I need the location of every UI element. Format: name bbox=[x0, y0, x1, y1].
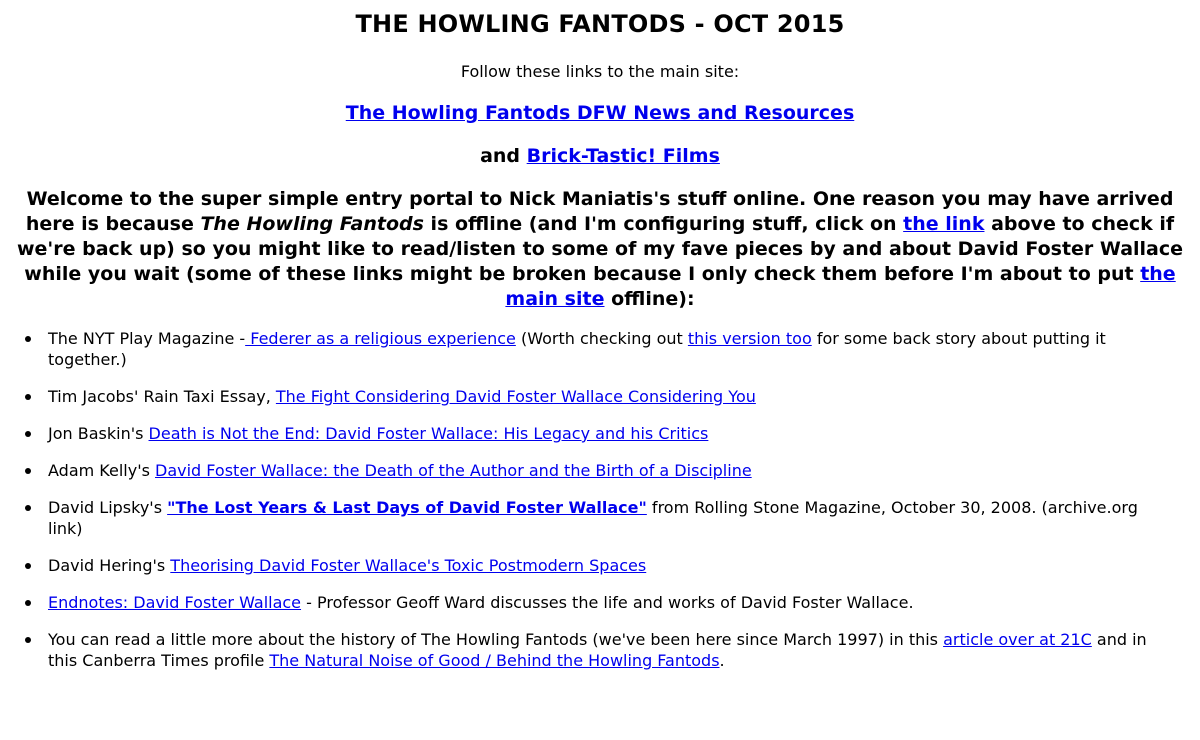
endnotes-link[interactable]: Endnotes: David Foster Wallace bbox=[48, 593, 302, 612]
list-item bbox=[48, 423, 1160, 444]
welcome-text-2: is offline (and I'm configuring stuff, click on bbox=[423, 213, 904, 235]
welcome-text-1: Welcome to the super simple entry portal to Nick Maniatis's stuff online. One reason you may have arrived here is because bbox=[25, 188, 1174, 235]
main-link-line bbox=[0, 101, 1200, 126]
lost-years-link[interactable]: "The Lost Years & Last Days of David Foster Wallace" bbox=[167, 498, 647, 517]
list-item bbox=[48, 386, 1160, 407]
item-suffix: . bbox=[719, 651, 725, 670]
item-prefix: Jon Baskin's bbox=[48, 424, 149, 443]
links-list bbox=[0, 328, 1200, 671]
article-21c-link[interactable]: article over at 21C bbox=[943, 630, 1092, 649]
death-of-the-author-link[interactable]: David Foster Wallace: the Death of the Author and the Birth of a Discipline bbox=[155, 461, 752, 480]
item-prefix: You can read a little more about the history of The Howling Fantods (we've been here since March 1997) in this bbox=[48, 630, 944, 649]
welcome-text-4: offline): bbox=[604, 288, 695, 310]
list-item bbox=[48, 497, 1160, 539]
films-line bbox=[0, 144, 1200, 169]
follow-text: Follow these links to the main site: bbox=[460, 62, 740, 81]
item-prefix: The NYT Play Magazine - bbox=[48, 329, 246, 348]
item-prefix: Adam Kelly's bbox=[48, 461, 156, 480]
toxic-postmodern-spaces-link[interactable]: Theorising David Foster Wallace's Toxic Postmodern Spaces bbox=[170, 556, 647, 575]
death-is-not-the-end-link[interactable]: Death is Not the End: David Foster Wallace: His Legacy and his Critics bbox=[148, 424, 709, 443]
the-link[interactable]: the link bbox=[903, 213, 985, 235]
rain-taxi-link[interactable]: The Fight Considering David Foster Wallace Considering You bbox=[275, 387, 756, 406]
list-item bbox=[48, 592, 1160, 613]
item-prefix: David Hering's bbox=[48, 556, 171, 575]
natural-noise-link[interactable]: The Natural Noise of Good / Behind the Howling Fantods bbox=[269, 651, 720, 670]
brick-tastic-films-link[interactable]: Brick-Tastic! Films bbox=[526, 145, 720, 167]
films-prefix: and bbox=[480, 145, 527, 167]
item-middle: and in this Canberra Times profile bbox=[48, 630, 1147, 670]
main-site-link[interactable]: The Howling Fantods DFW News and Resources bbox=[345, 102, 855, 124]
list-item bbox=[48, 629, 1160, 671]
main-site-inline-link[interactable]: the main site bbox=[505, 263, 1176, 310]
item-suffix: - Professor Geoff Ward discusses the life and works of David Foster Wallace. bbox=[301, 593, 914, 612]
welcome-italic-title: The Howling Fantods bbox=[200, 213, 424, 235]
item-prefix: David Lipsky's bbox=[48, 498, 168, 517]
list-item bbox=[48, 328, 1160, 370]
item-suffix: for some back story about putting it together.) bbox=[48, 329, 1106, 369]
this-version-link[interactable]: this version too bbox=[687, 329, 812, 348]
welcome-text-3: above to check if we're back up) so you might like to read/listen to some of my fave pieces by and about David Foster Wallace while you wait (some of these links might be broken because I only check them before I'm about to put bbox=[16, 213, 1184, 285]
list-item bbox=[48, 555, 1160, 576]
federer-link[interactable]: Federer as a religious experience bbox=[245, 329, 516, 348]
list-item bbox=[48, 460, 1160, 481]
item-middle: (Worth checking out bbox=[515, 329, 688, 348]
item-suffix: from Rolling Stone Magazine, October 30, 2008. (archive.org link) bbox=[48, 498, 1138, 538]
page-title: THE HOWLING FANTODS - OCT 2015 bbox=[355, 10, 845, 38]
item-prefix: Tim Jacobs' Rain Taxi Essay, bbox=[48, 387, 276, 406]
welcome-paragraph bbox=[14, 187, 1186, 312]
